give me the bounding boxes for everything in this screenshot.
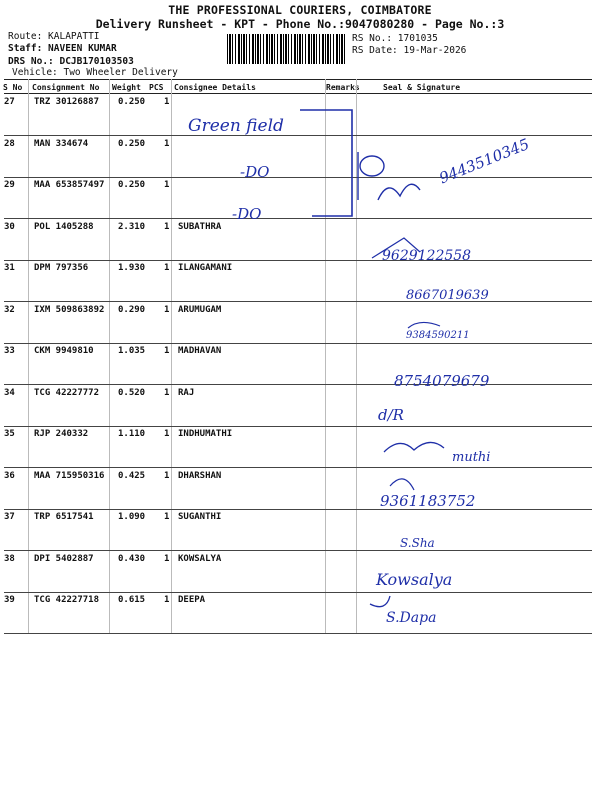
cell-pcs: 1 <box>164 138 170 149</box>
cell-pcs: 1 <box>164 512 170 522</box>
cell-weight: 1.035 <box>118 346 146 356</box>
cell-consignee: INDHUMATHI <box>178 429 233 439</box>
cell-consignment-no: CKM 9949810 <box>34 346 94 356</box>
cell-pcs: 1 <box>164 304 170 315</box>
signature-text: S.Dapa <box>386 610 437 626</box>
cell-consignment-no: DPI 5402887 <box>34 553 94 564</box>
signature-text: 9361183752 <box>380 492 476 510</box>
cell-pcs: 1 <box>164 387 170 398</box>
cell-consignee: RAJ <box>178 387 195 398</box>
cell-consignee: SUGANTHI <box>178 512 222 522</box>
cell-sno: 34 <box>4 387 15 398</box>
cell-consignment-no: IXM 509863892 <box>34 304 105 315</box>
signature-text: 9384590211 <box>406 330 470 341</box>
cell-sno: 31 <box>4 263 15 273</box>
cell-pcs: 1 <box>164 470 170 481</box>
cell-sno: 36 <box>4 470 15 481</box>
cell-consignee: SUBATHRA <box>178 221 222 232</box>
handwritten-ditto-28: -DO <box>240 163 270 181</box>
cell-pcs: 1 <box>164 221 170 232</box>
cell-consignee: KOWSALYA <box>178 553 222 564</box>
col-header-pcs: PCS <box>149 83 164 92</box>
cell-consignment-no: TCG 42227718 <box>34 595 100 605</box>
cell-consignee: DHARSHAN <box>178 470 222 481</box>
signature-text: S.Sha <box>400 536 435 550</box>
cell-consignment-no: TRZ 30126887 <box>34 97 100 107</box>
cell-weight: 0.425 <box>118 470 146 481</box>
drs-label: DRS No.: DCJB170103503 <box>8 56 134 67</box>
cell-consignee: MADHAVAN <box>178 346 222 356</box>
handwritten-ditto-29: -DO <box>232 205 262 223</box>
cell-sno: 35 <box>4 429 15 439</box>
cell-weight: 0.615 <box>118 595 146 605</box>
cell-weight: 0.430 <box>118 553 146 564</box>
cell-consignment-no: POL 1405288 <box>34 221 94 232</box>
col-header-consignee: Consignee Details <box>174 83 256 92</box>
cell-consignment-no: DPM 797356 <box>34 263 89 273</box>
cell-sno: 28 <box>4 138 15 149</box>
cell-pcs: 1 <box>164 553 170 564</box>
staff-label: Staff: NAVEEN KUMAR <box>8 43 117 54</box>
cell-weight: 2.310 <box>118 221 146 232</box>
cell-weight: 1.110 <box>118 429 146 439</box>
cell-consignee: ARUMUGAM <box>178 304 222 315</box>
signature-text: 9629122558 <box>382 248 472 264</box>
cell-pcs: 1 <box>164 180 170 190</box>
cell-sno: 37 <box>4 512 15 522</box>
signature-text: 8667019639 <box>406 288 489 303</box>
handwritten-remark-green-field: Green field <box>188 116 284 136</box>
cell-consignment-no: TRP 6517541 <box>34 512 94 522</box>
signature-text: 8754079679 <box>394 372 490 390</box>
cell-sno: 39 <box>4 595 15 605</box>
handwritten-phone-27: 9443510345 <box>436 134 532 188</box>
cell-consignment-no: TCG 42227772 <box>34 387 100 398</box>
runsheet-title: THE PROFESSIONAL COURIERS, COIMBATORE <box>168 3 432 17</box>
cell-sno: 29 <box>4 180 15 190</box>
cell-weight: 0.250 <box>118 138 146 149</box>
cell-consignment-no: MAA 653857497 <box>34 180 105 190</box>
cell-consignee: DEEPA <box>178 595 206 605</box>
cell-weight: 0.250 <box>118 97 146 107</box>
col-header-sno: S No <box>3 83 23 92</box>
runsheet-subtitle: Delivery Runsheet - KPT - Phone No.:9047080280 - Page No.:3 <box>95 17 505 31</box>
vehicle-label: Vehicle: Two Wheeler Delivery <box>12 67 178 78</box>
cell-sno: 30 <box>4 221 15 232</box>
signature-text: muthi <box>452 450 491 465</box>
cell-pcs: 1 <box>164 429 170 439</box>
signature-text: Kowsalya <box>376 570 453 589</box>
rs-date: RS Date: 19-Mar-2026 <box>352 45 467 56</box>
signature-text: d/R <box>378 406 404 424</box>
cell-consignee: ILANGAMANI <box>178 263 233 273</box>
cell-weight: 0.290 <box>118 304 146 315</box>
cell-sno: 32 <box>4 304 15 315</box>
route-label: Route: KALAPATTI <box>8 31 100 42</box>
cell-weight: 1.090 <box>118 512 146 522</box>
col-header-weight: Weight <box>112 83 141 92</box>
cell-consignment-no: MAN 334674 <box>34 138 89 149</box>
cell-sno: 27 <box>4 97 15 107</box>
cell-sno: 33 <box>4 346 15 356</box>
cell-pcs: 1 <box>164 97 170 107</box>
col-header-consignment: Consignment No <box>32 83 100 92</box>
col-header-signature: Seal & Signature <box>383 83 461 92</box>
cell-sno: 38 <box>4 553 15 564</box>
cell-weight: 1.930 <box>118 263 146 273</box>
rs-number: RS No.: 1701035 <box>352 33 438 44</box>
cell-weight: 0.520 <box>118 387 146 398</box>
cell-consignment-no: RJP 240332 <box>34 429 89 439</box>
cell-consignment-no: MAA 715950316 <box>34 470 105 481</box>
cell-pcs: 1 <box>164 595 170 605</box>
cell-weight: 0.250 <box>118 180 146 190</box>
cell-pcs: 1 <box>164 263 170 273</box>
cell-pcs: 1 <box>164 346 170 356</box>
col-header-remarks: Remarks <box>326 83 360 92</box>
